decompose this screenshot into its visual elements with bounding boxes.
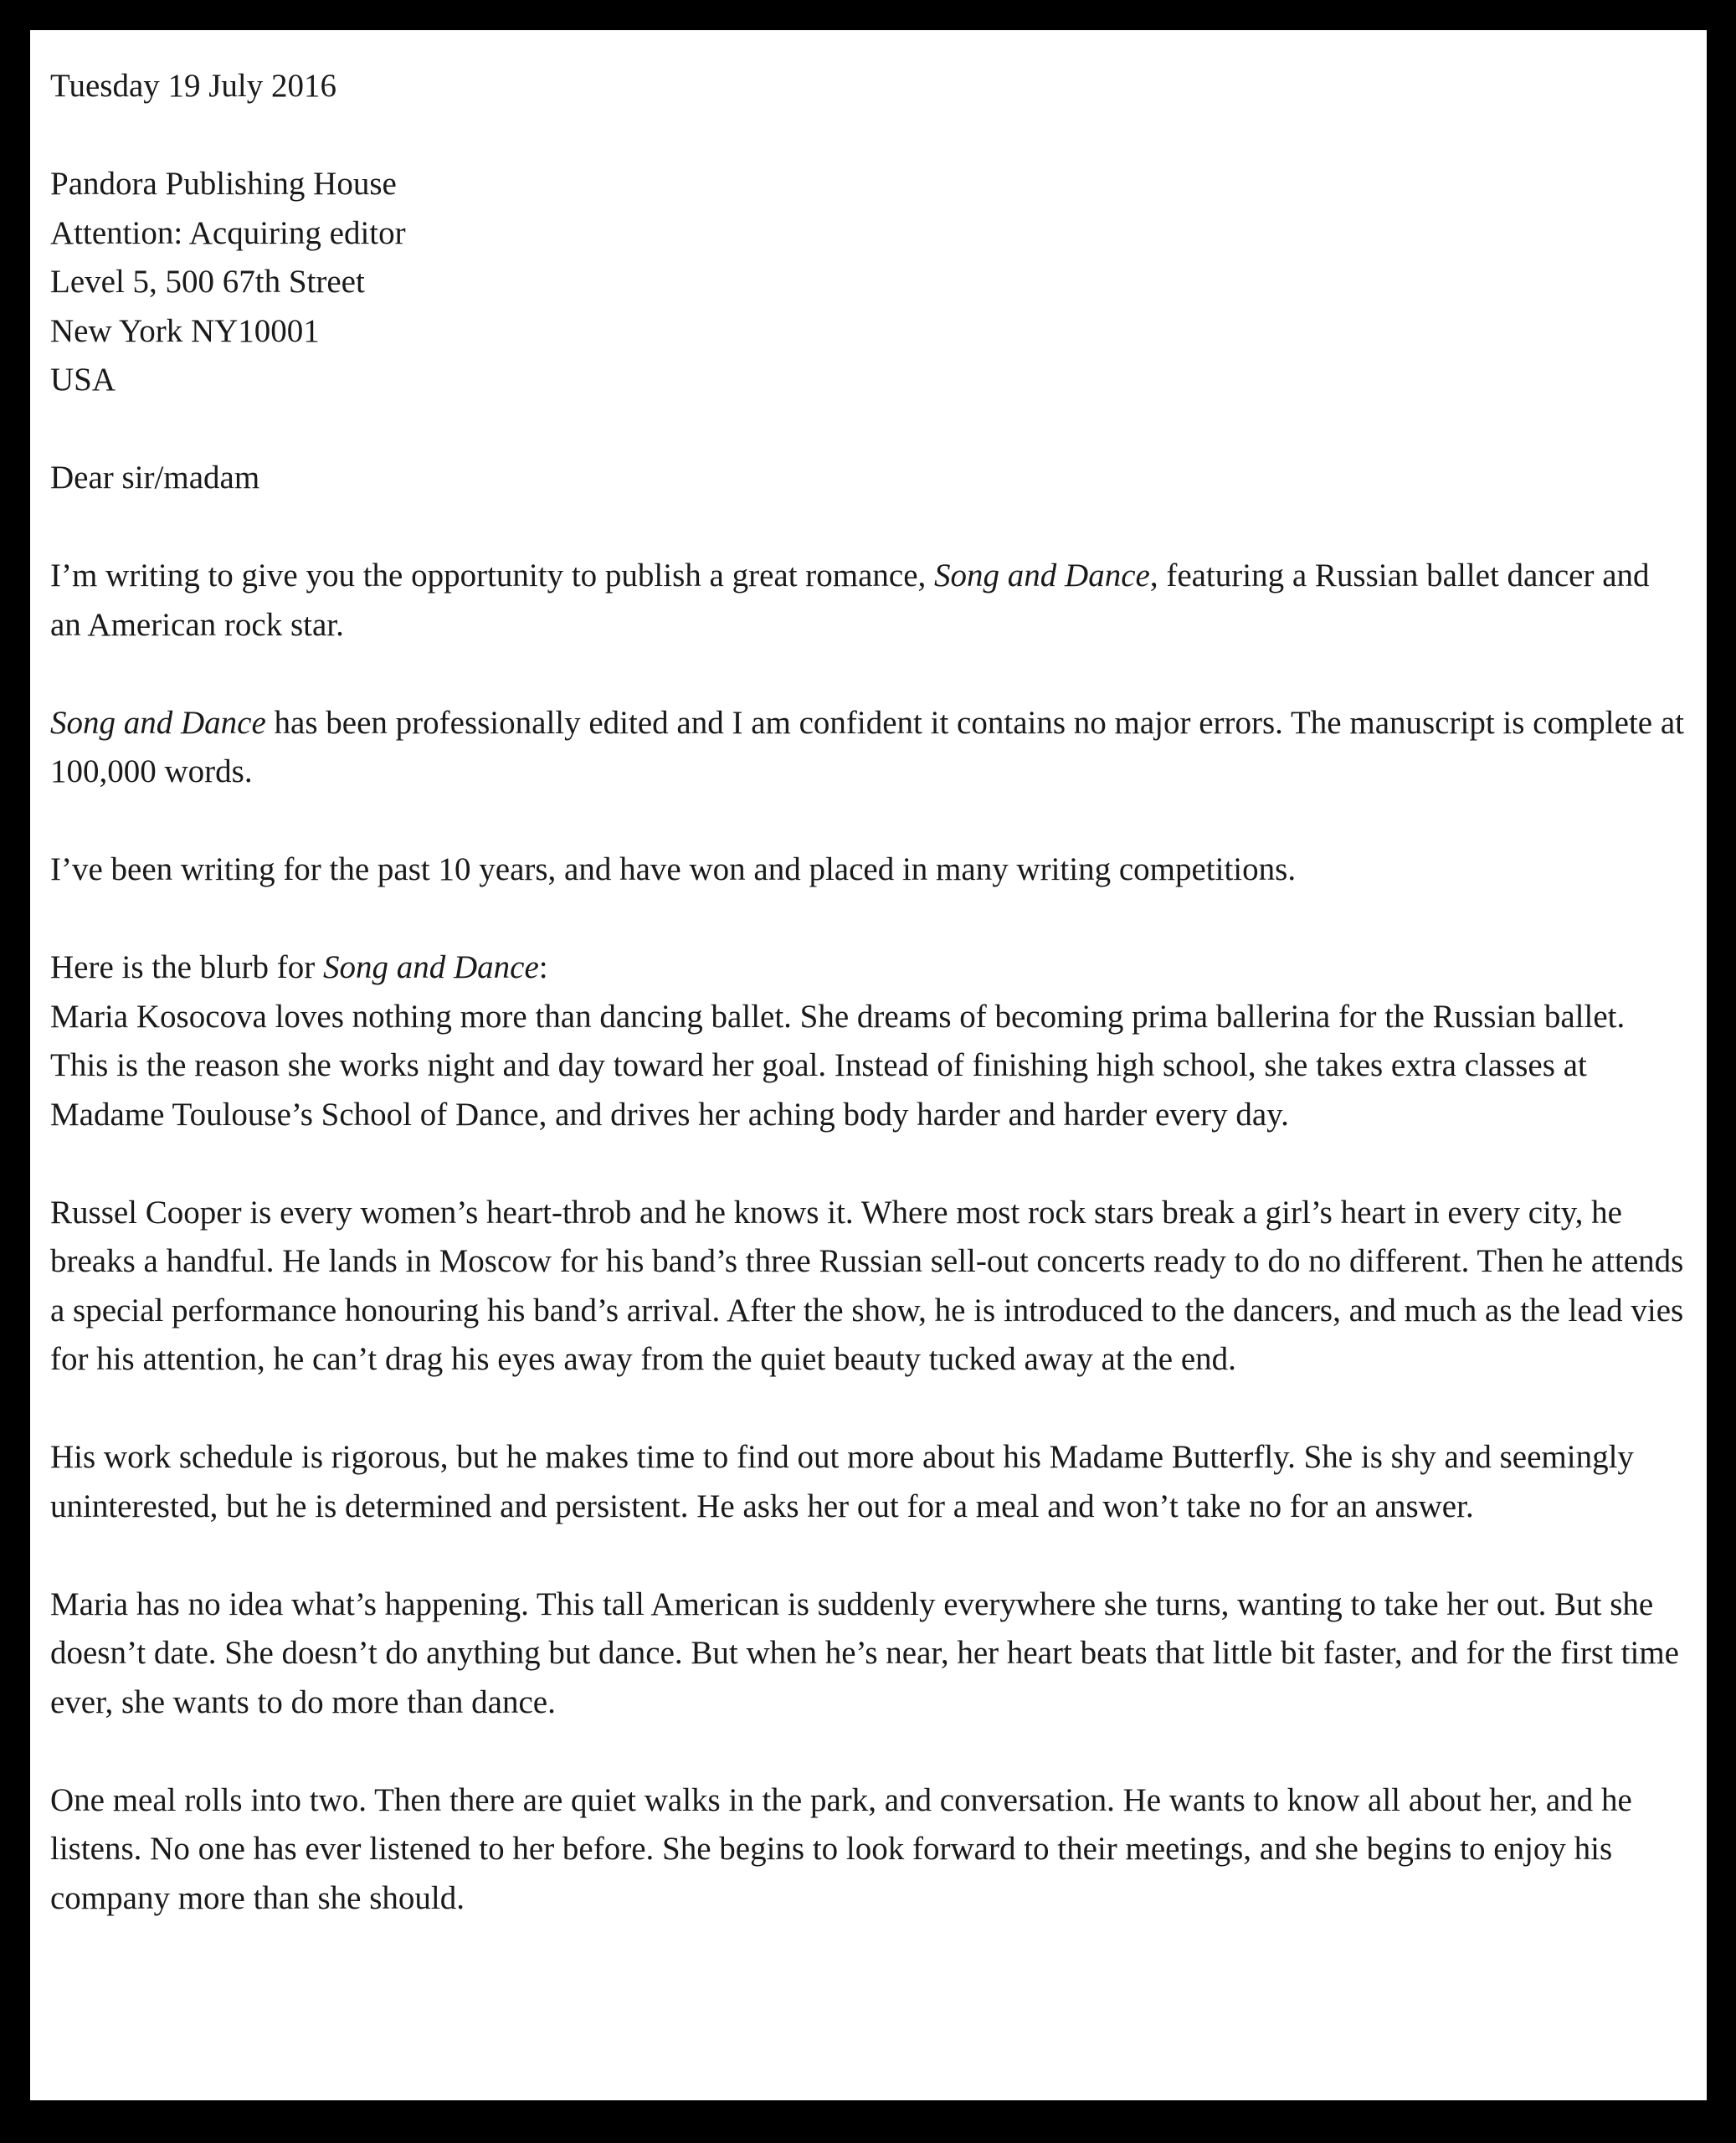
blurb-intro: [50, 943, 1687, 993]
recipient-attention: Attention: Acquiring editor: [50, 214, 406, 251]
blurb-paragraph: Russel Cooper is every women’s heart-throb and he knows it. Where most rock stars break a girl’s heart in every city, he breaks a handful. He lands in Moscow for his band’s three Russian sell-out concerts ready to do no different. Then he attends a special performance honouring his band’s arrival. After the show, he is introduced to the dancers, and much as the lead vies for his attention, he can’t drag his eyes away from the quiet beauty tucked away at the end.: [50, 1194, 1684, 1377]
recipient-address: [50, 160, 1687, 405]
blurb-paragraph: His work schedule is rigorous, but he makes time to find out more about his Madame Butterfly. She is shy and seemingly uninterested, but he is determined and persistent. He asks her out for a meal and won’t take no for an answer.: [50, 1439, 1634, 1524]
blurb-paragraph: Maria has no idea what’s happening. This tall American is suddenly everywhere she turns, wanting to take her out. But she doesn’t date. She doesn’t do anything but dance. But when he’s near, her heart beats that little bit faster, and for the first time ever, she wants to do more than dance.: [50, 1585, 1679, 1720]
salutation: Dear sir/madam: [50, 460, 260, 496]
blurb-intro-after: :: [538, 949, 548, 985]
intro-text-before: I’m writing to give you the opportunity to publish a great romance,: [50, 558, 935, 594]
manuscript-text: has been professionally edited and I am confident it contains no major errors. The manuscript is complete at 100,000 words.: [50, 704, 1684, 789]
recipient-company: Pandora Publishing House: [50, 166, 397, 202]
experience-paragraph: I’ve been writing for the past 10 years, and have won and placed in many writing competitions.: [50, 851, 1297, 887]
cover-letter: [50, 62, 1687, 1923]
blurb-paragraph: Maria Kosocova loves nothing more than dancing ballet. She dreams of becoming prima ballerina for the Russian ballet. This is the reason she works night and day toward her goal. Instead of finishing high school, she takes extra classes at Madame Toulouse’s School of Dance, and drives her aching body harder and harder every day.: [50, 998, 1626, 1133]
book-title: Song and Dance: [934, 558, 1150, 594]
recipient-city: New York NY10001: [50, 312, 320, 349]
recipient-street: Level 5, 500 67th Street: [50, 264, 365, 300]
letter-date: Tuesday 19 July 2016: [50, 68, 337, 104]
blurb-paragraph: One meal rolls into two. Then there are quiet walks in the park, and conversation. He wants to know all about her, and he listens. No one has ever listened to her before. She begins to look forward to their meetings, and she begins to enjoy his company more than she should.: [50, 1781, 1632, 1916]
manuscript-paragraph: [50, 699, 1687, 797]
book-title: Song and Dance: [322, 949, 539, 985]
recipient-country: USA: [50, 362, 116, 398]
letter-page: [30, 30, 1707, 2100]
intro-text-after: , featuring a Russian ballet dancer and an American rock star.: [50, 558, 1650, 643]
intro-paragraph: [50, 552, 1687, 650]
book-title: Song and Dance: [50, 704, 266, 741]
blurb-intro-before: Here is the blurb for: [50, 949, 323, 985]
